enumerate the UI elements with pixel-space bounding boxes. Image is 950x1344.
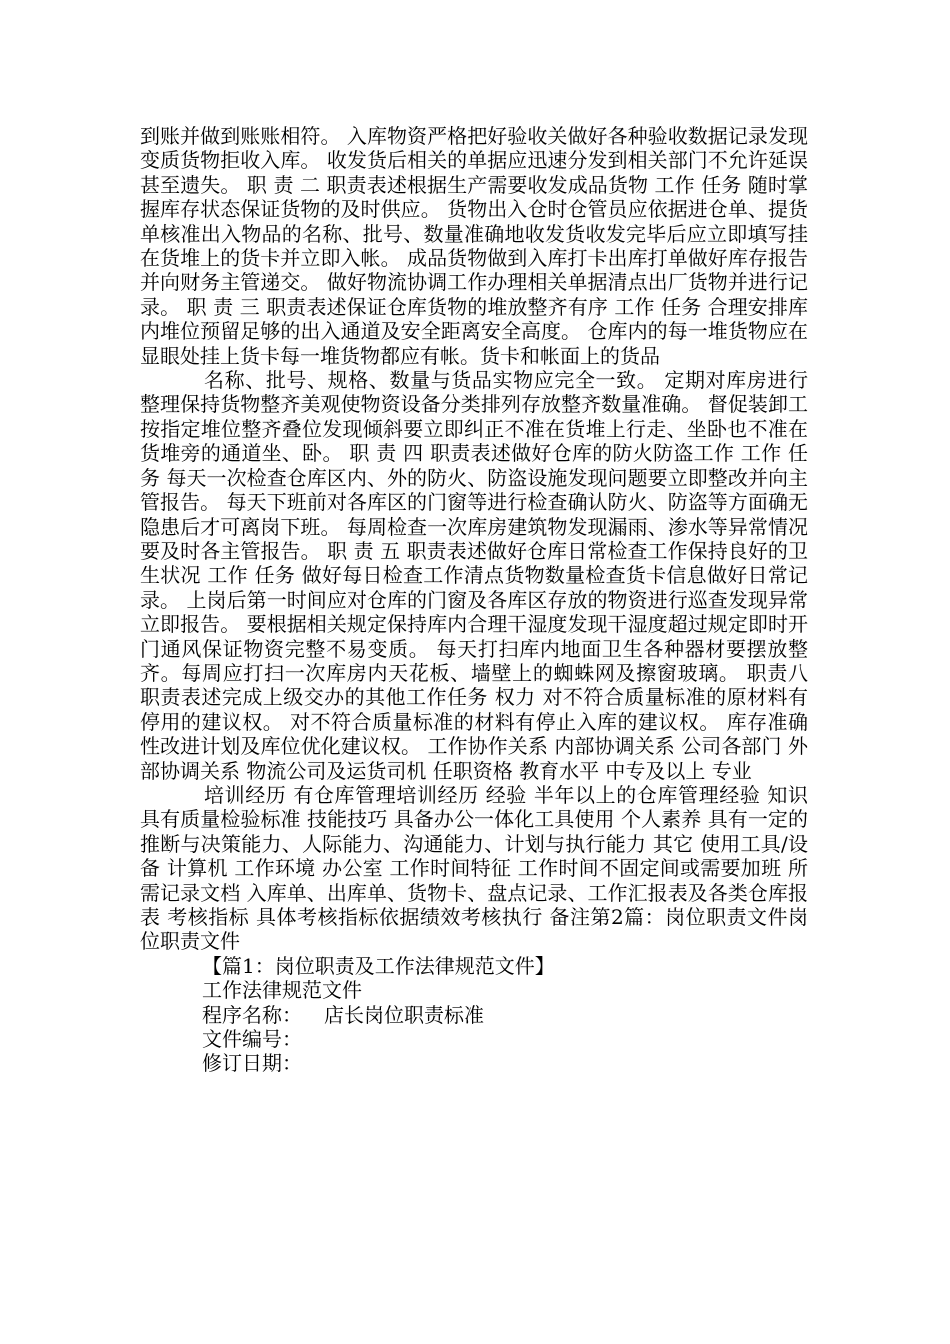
program-name-line	[140, 1003, 808, 1027]
document-page	[140, 124, 808, 1076]
file-number-line: 文件编号：	[202, 1027, 302, 1052]
revision-date-line: 修订日期：	[202, 1051, 302, 1076]
body-paragraph-3: 培训经历 有仓库管理培训经历 经验 半年以上的仓库管理经验 知识 具有质量检验标准 技能技巧 具备办公一体化工具使用 个人素养 具有一定的推断与决策能力、人际能力、沟通能力、计划与执行能力 其它 使用工具/设备 计算机 工作环境 办公室 工作时间特征 工作时间不固定间或需要加班 所需记录文档 入库单、出库单、货物卡、盘点记录、工作汇报表及各类仓库报表 考核指标 具体考核指标依据绩效考核执行 备注第2篇：岗位职责文件岗位职责文件	[140, 782, 808, 954]
body-paragraph-2: 名称、批号、规格、数量与货品实物应完全一致。 定期对库房进行整理保持货物整齐美观使物资设备分类排列存放整齐数量准确。 督促装卸工按指定堆位整齐叠位发现倾斜要立即纠正不准在货堆上行走、坐卧也不准在货堆旁的通道坐、卧。 职 责 四 职责表述做好仓库的防火防盗工作 工作 任务 每天一次检查仓库区内、外的防火、防盗设施发现问题要立即整改并向主管报告。 每天下班前对各库区的门窗等进行检查确认防火、防盗等方面确无隐患后才可离岗下班。 每周检查一次库房建筑物发现漏雨、渗水等异常情况要及时各主管报告。 职 责 五 职责表述做好仓库日常检查工作保持良好的卫生状况 工作 任务 做好每日检查工作清点货物数量检查货卡信息做好日常记录。 上岗后第一时间应对仓库的门窗及各库区存放的物资进行巡查发现异常立即报告。 要根据相关规定保持库内合理干湿度发现干湿度超过规定即时开门通风保证物资完整不易变质。 每天打扫库内地面卫生各种器材要摆放整齐。每周应打扫一次库房内天花板、墙壁上的蜘蛛网及擦窗玻璃。 职责八 职责表述完成上级交办的其他工作任务 权力 对不符合质量标准的原材料有停用的建议权。 对不符合质量标准的材料有停止入库的建议权。 库存准确性改进计划及库位优化建议权。 工作协作关系 内部协调关系 公司各部门 外部协调关系 物流公司及运货司机 任职资格 教育水平 中专及以上 专业	[140, 368, 808, 783]
doc-type-line: 工作法律规范文件	[202, 978, 362, 1003]
program-name-label: 程序名称：	[202, 1002, 302, 1027]
body-paragraph-1: 到账并做到账账相符。 入库物资严格把好验收关做好各种验收数据记录发现变质货物拒收入库。 收发货后相关的单据应迅速分发到相关部门不允许延误甚至遗失。 职 责 二 职责表述根据生产需要收发成品货物 工作 任务 随时掌握库存状态保证货物的及时供应。 货物出入仓时仓管员应依据进仓单、提货单核准出入物品的名称、批号、数量准确地收发货收发完毕后应立即填写挂在货堆上的货卡并立即入帐。 成品货物做到入库打卡出库打单做好库存报告并向财务主管递交。 做好物流协调工作办理相关单据清点出厂货物并进行记录。 职 责 三 职责表述保证仓库货物的堆放整齐有序 工作 任务 合理安排库内堆位预留足够的出入通道及安全距离安全高度。 仓库内的每一堆货物应在显眼处挂上货卡每一堆货物都应有帐。货卡和帐面上的货品	[140, 124, 808, 368]
section-title: 【篇1：岗位职责及工作法律规范文件】	[202, 953, 555, 978]
program-name-value: 店长岗位职责标准	[324, 1002, 484, 1027]
